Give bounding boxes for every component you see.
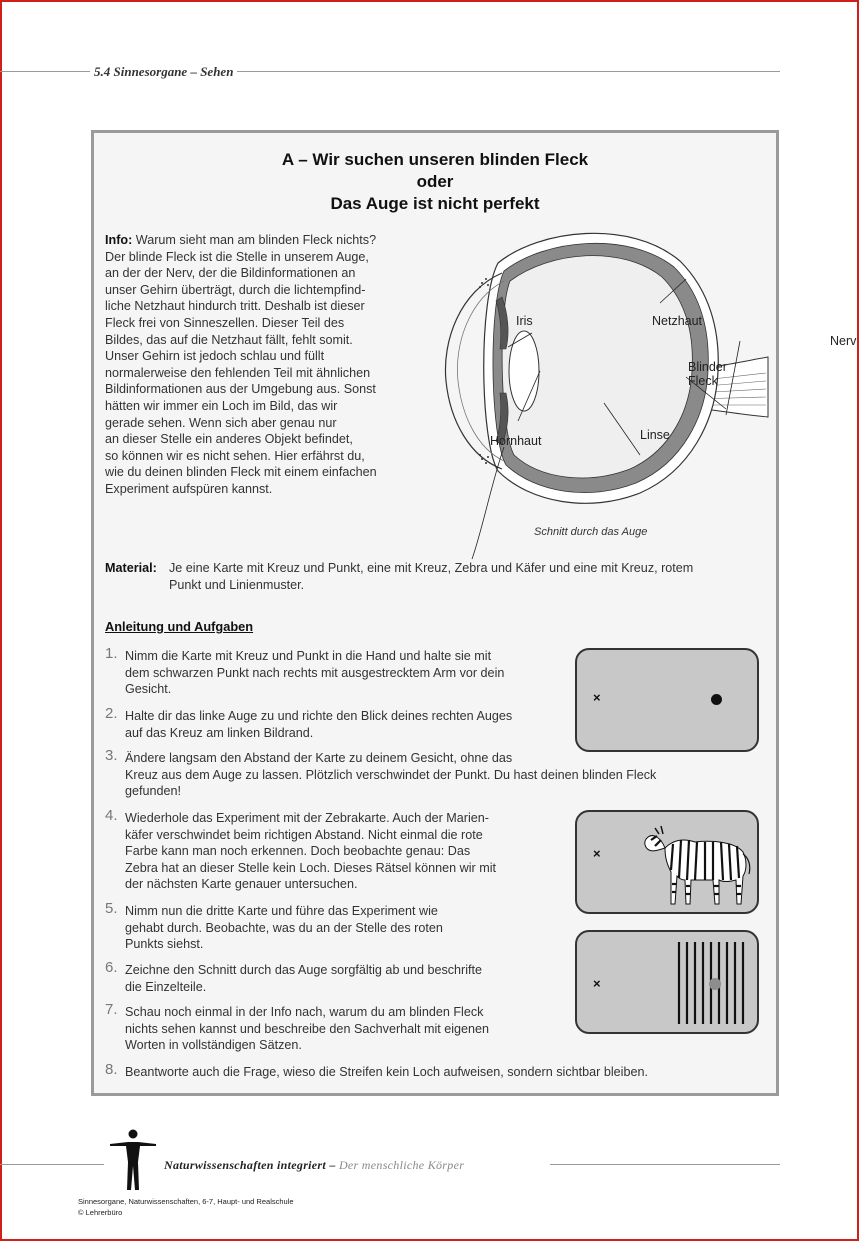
task-item [105, 645, 505, 698]
label-iris: Iris [516, 314, 533, 328]
info-line: unser Gehirn überträgt, durch die lichtempfind- [105, 282, 366, 297]
label-blinder: Blinder [688, 360, 727, 374]
label-hornhaut: Hornhaut [490, 434, 542, 448]
diagram-caption: Schnitt durch das Auge [534, 526, 648, 538]
task-line: Zeichne den Schnitt durch das Auge sorgfältig ab und beschrifte [125, 963, 483, 977]
material-line: Je eine Karte mit Kreuz und Punkt, eine mit Kreuz, Zebra und Käfer und eine mit Kreuz, rotem [169, 561, 694, 575]
label-nerv: Nerv [830, 334, 857, 348]
footer-title [164, 1158, 464, 1173]
label-netzhaut: Netzhaut [652, 314, 703, 328]
person-figure-icon [108, 1128, 158, 1192]
task-item [105, 1001, 490, 1054]
task-line: käfer verschwindet beim richtigen Abstand. Nicht einmal die rote [125, 827, 483, 842]
black-dot [711, 694, 722, 705]
worksheet-box [91, 130, 857, 1096]
info-paragraph [105, 232, 415, 498]
task-item [105, 705, 513, 741]
title-line-1: A – Wir suchen unseren blinden Fleck [281, 150, 589, 169]
task-number: 7. [105, 1001, 118, 1018]
task-number: 3. [105, 747, 118, 764]
footer-copyright: © Lehrerbüro [78, 1208, 123, 1217]
task-line: Nimm nun die dritte Karte und führe das Experiment wie [125, 904, 438, 918]
info-line: normalerweise den fehlenden Teil mit ähnlichen [105, 365, 371, 380]
footer-subtitle: Der menschliche Körper [338, 1158, 465, 1172]
task-line: Farbe kann man noch erkennen. Doch beobachte genau: Das [125, 844, 471, 859]
info-line: wie du deinen blinden Fleck mit einem einfachen [105, 465, 377, 480]
task-number: 8. [105, 1061, 118, 1078]
task-line: Wiederhole das Experiment mit der Zebrakarte. Auch der Marien- [125, 811, 489, 825]
material-label: Material: [105, 561, 157, 575]
material-block [105, 560, 765, 593]
info-line: Bildes, das auf die Netzhaut fällt, fehlt somit. [105, 332, 353, 347]
material-line: Punkt und Linienmuster. [169, 577, 305, 592]
info-line: Unser Gehirn ist jedoch schlau und füllt [105, 349, 325, 364]
footer-rule [0, 1164, 104, 1165]
task-line: der nächsten Karte genauer untersuchen. [125, 877, 358, 892]
task-line: Halte dir das linke Auge zu und richte den Blick deines rechten Auges [125, 709, 513, 723]
cross-mark: × [593, 976, 601, 991]
info-line: gerade sehen. Wenn sich aber genau nur [105, 415, 337, 430]
zebra-drawing [643, 818, 755, 908]
label-fleck: Fleck [688, 374, 718, 388]
task-line: Zebra hat an dieser Stelle kein Loch. Dieses Rätsel können wir mit [125, 860, 496, 875]
task-line: Punkts siehst. [125, 937, 204, 952]
footer-rule [550, 1164, 780, 1165]
task-number: 6. [105, 959, 118, 976]
task-number: 1. [105, 645, 118, 662]
info-line: Der blinde Fleck ist die Stelle in unserem Auge, [105, 249, 369, 264]
title-line-2: oder [416, 172, 454, 191]
section-heading: Anleitung und Aufgaben [105, 619, 254, 634]
red-dot [709, 978, 721, 990]
task-line: Nimm die Karte mit Kreuz und Punkt in die Hand und halte sie mit [125, 649, 492, 663]
task-line: Ändere langsam den Abstand der Karte zu deinem Gesicht, ohne das [125, 751, 513, 765]
task-number: 5. [105, 900, 118, 917]
task-line: Beantworte auch die Frage, wieso die Streifen kein Loch aufweisen, sondern sichtbar bleiben. [125, 1065, 648, 1079]
card-cross-zebra [575, 810, 759, 914]
task-line: Gesicht. [125, 682, 172, 697]
footer-meta [78, 1196, 294, 1218]
task-number: 4. [105, 807, 118, 824]
task-line: Kreuz aus dem Auge zu lassen. Plötzlich verschwindet der Punkt. Du hast deinen blinden Fleck [125, 767, 657, 782]
info-line: Experiment aufspüren kannst. [105, 481, 273, 496]
info-label: Info: [105, 233, 133, 247]
worksheet-title [94, 149, 776, 215]
task-item [105, 959, 483, 995]
header-title: 5.4 Sinnesorgane – Sehen [90, 64, 237, 80]
task-item [105, 747, 657, 800]
cross-mark: × [593, 690, 601, 705]
info-line: so können wir es nicht sehen. Hier erfährst du, [105, 448, 365, 463]
card-cross-dot [575, 648, 759, 752]
info-line: Bildinformationen aus der Umgebung aus. Sonst [105, 382, 376, 397]
task-item [105, 807, 496, 893]
task-line: die Einzelteile. [125, 979, 207, 994]
task-line: dem schwarzen Punkt nach rechts mit ausgestrecktem Arm vor dein [125, 665, 505, 680]
task-item [105, 1061, 648, 1081]
info-line: Fleck frei von Sinneszellen. Dieser Teil des [105, 315, 345, 330]
task-number: 2. [105, 705, 118, 722]
info-line: an der der Nerv, der die Bildinformationen an [105, 266, 356, 281]
info-line: an dieser Stelle ein anderes Objekt befindet, [105, 432, 353, 447]
title-line-3: Das Auge ist nicht perfekt [330, 194, 540, 213]
info-line: hätten wir immer ein Loch im Bild, das wir [105, 398, 338, 413]
line-pattern [677, 942, 749, 1024]
footer-meta-line: Sinnesorgane, Naturwissenschaften, 6-7, Haupt- und Realschule [78, 1197, 294, 1206]
task-line: Worten in vollständigen Sätzen. [125, 1038, 302, 1053]
task-line: auf das Kreuz am linken Bildrand. [125, 725, 314, 740]
task-line: Schau noch einmal in der Info nach, warum du am blinden Fleck [125, 1005, 484, 1019]
info-line: Warum sieht man am blinden Fleck nichts? [135, 233, 377, 247]
eye-cross-section-diagram [390, 221, 857, 521]
info-line: liche Netzhaut hindurch tritt. Deshalb ist dieser [105, 299, 365, 314]
cross-mark: × [593, 846, 601, 861]
task-line: gefunden! [125, 784, 182, 799]
label-linse: Linse [640, 428, 670, 442]
task-line: gehabt durch. Beobachte, was du an der Stelle des roten [125, 920, 443, 935]
task-item [105, 900, 443, 953]
footer-series: Naturwissenschaften integriert – [164, 1158, 336, 1172]
card-cross-lines [575, 930, 759, 1034]
task-line: nichts sehen kannst und beschreibe den Sachverhalt mit eigenen [125, 1021, 490, 1036]
lens [509, 331, 539, 411]
